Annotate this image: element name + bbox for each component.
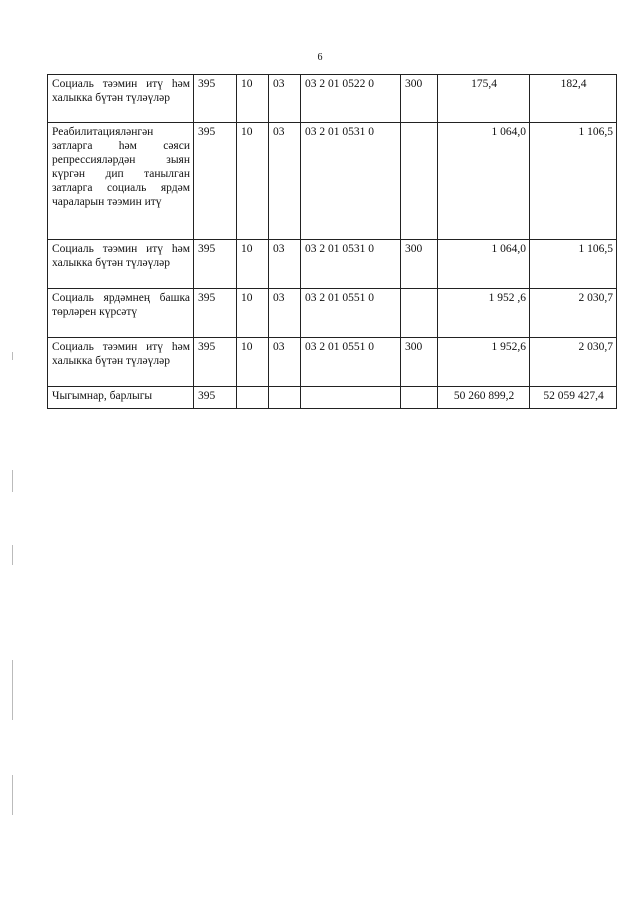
target-article-cell: 03 2 01 0531 0 bbox=[301, 123, 401, 240]
ministry-code-cell: 395 bbox=[194, 75, 237, 123]
amount-year2-cell: 182,4 bbox=[530, 75, 617, 123]
subsection-code-cell bbox=[269, 387, 301, 409]
row-name-cell: Социаль тәэмин итү һәм халыкка бүтән түләүләр bbox=[48, 338, 194, 387]
scan-artifact bbox=[12, 470, 13, 492]
amount-year2-cell: 2 030,7 bbox=[530, 289, 617, 338]
table-row bbox=[48, 289, 617, 338]
scan-artifact bbox=[12, 352, 13, 360]
target-article-cell bbox=[301, 387, 401, 409]
scan-artifact bbox=[12, 660, 13, 720]
table-row bbox=[48, 240, 617, 289]
ministry-code-cell: 395 bbox=[194, 240, 237, 289]
amount-year1-cell: 1 064,0 bbox=[438, 123, 530, 240]
expense-type-cell: 300 bbox=[401, 338, 438, 387]
table-row bbox=[48, 123, 617, 240]
section-code-cell: 10 bbox=[237, 240, 269, 289]
row-name-cell: Чыгымнар, барлыгы bbox=[48, 387, 194, 409]
expense-type-cell bbox=[401, 289, 438, 338]
section-code-cell: 10 bbox=[237, 123, 269, 240]
section-code-cell: 10 bbox=[237, 75, 269, 123]
target-article-cell: 03 2 01 0551 0 bbox=[301, 289, 401, 338]
amount-year1-cell: 175,4 bbox=[438, 75, 530, 123]
amount-year1-cell: 50 260 899,2 bbox=[438, 387, 530, 409]
amount-year2-cell: 1 106,5 bbox=[530, 240, 617, 289]
page-number: 6 bbox=[317, 52, 323, 63]
table-row-total bbox=[48, 387, 617, 409]
row-name-cell: Социаль ярдәмнең башка төрләрен күрсәтү bbox=[48, 289, 194, 338]
row-name-cell: Социаль тәэмин итү һәм халыкка бүтән түләүләр bbox=[48, 240, 194, 289]
ministry-code-cell: 395 bbox=[194, 123, 237, 240]
amount-year1-cell: 1 064,0 bbox=[438, 240, 530, 289]
section-code-cell bbox=[237, 387, 269, 409]
row-name-cell: Социаль тәэмин итү һәм халыкка бүтән түләүләр bbox=[48, 75, 194, 123]
amount-year1-cell: 1 952,6 bbox=[438, 338, 530, 387]
amount-year2-cell: 52 059 427,4 bbox=[530, 387, 617, 409]
expense-type-cell: 300 bbox=[401, 240, 438, 289]
amount-year2-cell: 2 030,7 bbox=[530, 338, 617, 387]
amount-year2-cell: 1 106,5 bbox=[530, 123, 617, 240]
subsection-code-cell: 03 bbox=[269, 240, 301, 289]
expense-type-cell: 300 bbox=[401, 75, 438, 123]
section-code-cell: 10 bbox=[237, 338, 269, 387]
target-article-cell: 03 2 01 0531 0 bbox=[301, 240, 401, 289]
expense-type-cell bbox=[401, 387, 438, 409]
subsection-code-cell: 03 bbox=[269, 338, 301, 387]
expense-type-cell bbox=[401, 123, 438, 240]
ministry-code-cell: 395 bbox=[194, 387, 237, 409]
section-code-cell: 10 bbox=[237, 289, 269, 338]
budget-table bbox=[47, 74, 617, 409]
subsection-code-cell: 03 bbox=[269, 123, 301, 240]
ministry-code-cell: 395 bbox=[194, 338, 237, 387]
row-name-cell: Реабилитацияләнгән затларга һәм сәяси репрессияләрдән зыян күргән дип танылган затларга социаль ярдәм чараларын тәэмин итү bbox=[48, 123, 194, 240]
scan-artifact bbox=[12, 545, 13, 565]
subsection-code-cell: 03 bbox=[269, 75, 301, 123]
scan-artifact bbox=[12, 775, 13, 815]
ministry-code-cell: 395 bbox=[194, 289, 237, 338]
table-row bbox=[48, 75, 617, 123]
subsection-code-cell: 03 bbox=[269, 289, 301, 338]
amount-year1-cell: 1 952 ,6 bbox=[438, 289, 530, 338]
target-article-cell: 03 2 01 0551 0 bbox=[301, 338, 401, 387]
target-article-cell: 03 2 01 0522 0 bbox=[301, 75, 401, 123]
table-row bbox=[48, 338, 617, 387]
